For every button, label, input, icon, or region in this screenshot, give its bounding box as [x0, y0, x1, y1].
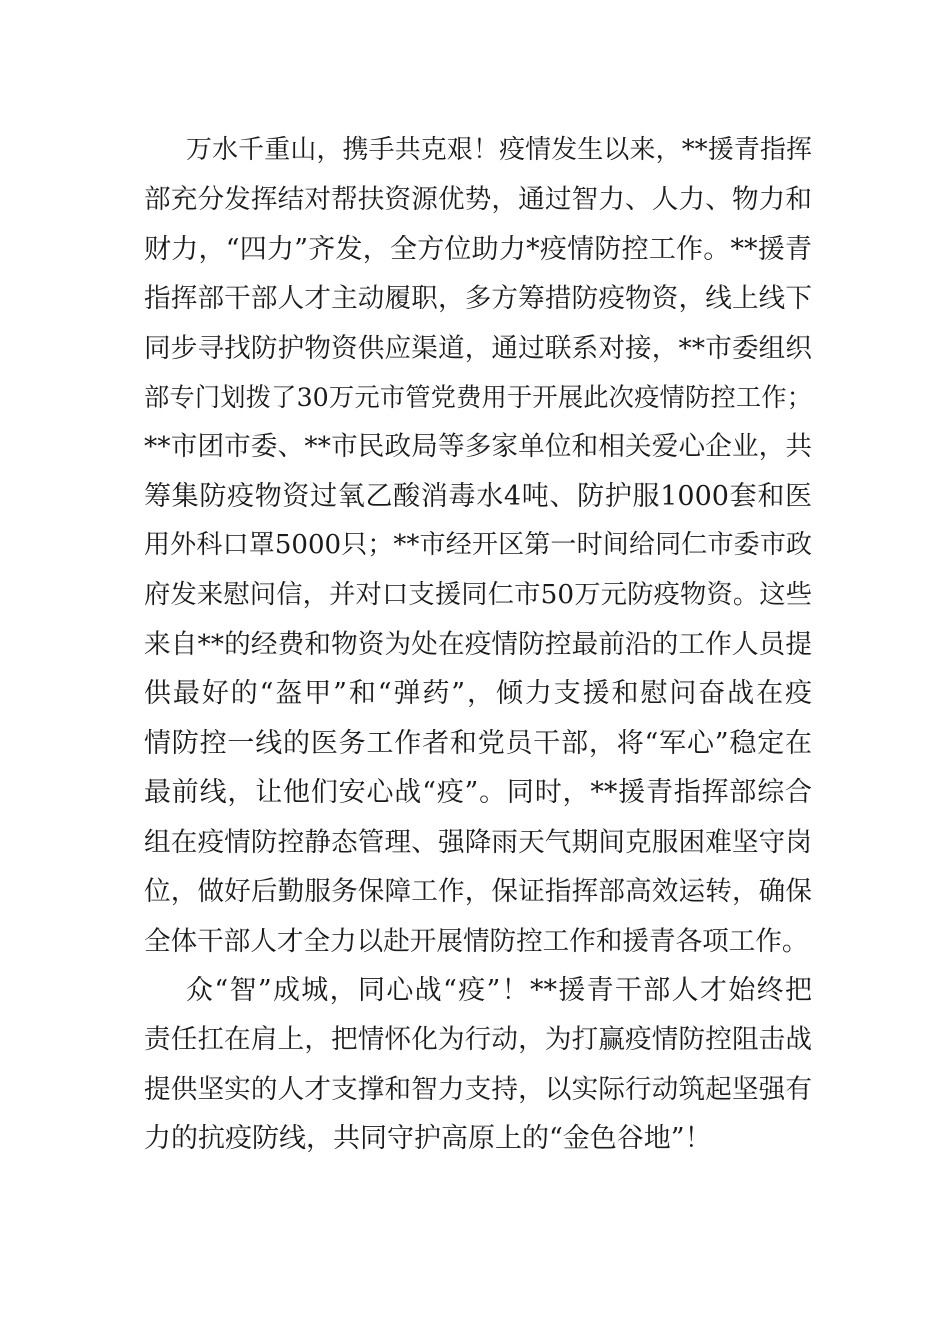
- paragraph-1: [144, 126, 812, 966]
- paragraph-line: 供最好的“盔甲”和“弹药”，倾力支援和慰问奋战在疫: [144, 678, 812, 710]
- paragraph-line: 责任扛在肩上，把情怀化为行动，为打赢疫情防控阻击战: [144, 1024, 812, 1056]
- paragraph-line: 部专门划拨了30万元市管党费用于开展此次疫情防控工作；: [144, 383, 812, 413]
- paragraph-line: 府发来慰问信，并对口支援同仁市50万元防疫物资。这些: [144, 579, 812, 610]
- paragraph-line: **市团市委、**市民政局等多家单位和相关爱心企业，共: [144, 431, 812, 463]
- paragraph-line: 众“智”成城，同心战“疫”！**援青干部人才始终把: [186, 974, 812, 1006]
- paragraph-line: 最前线，让他们安心战“疫”。同时，**援青指挥部综合: [144, 777, 812, 809]
- paragraph-line: 同步寻找防护物资供应渠道，通过联系对接，**市委组织: [144, 332, 812, 364]
- paragraph-line: 财力，“四力”齐发，全方位助力*疫情防控工作。**援青: [144, 233, 812, 265]
- paragraph-2: [144, 966, 812, 1164]
- paragraph-line: 用外科口罩5000只；**市经开区第一时间给同仁市委市政: [144, 530, 812, 561]
- paragraph-line: 全体干部人才全力以赴开展情防控工作和援青各项工作。: [144, 925, 809, 957]
- paragraph-line: 部充分发挥结对帮扶资源优势，通过智力、人力、物力和: [144, 184, 812, 216]
- paragraph-line: 位，做好后勤服务保障工作，保证指挥部高效运转，确保: [144, 876, 812, 908]
- paragraph-line: 力的抗疫防线，共同守护高原上的“金色谷地”！: [144, 1123, 712, 1155]
- paragraph-line: 指挥部干部人才主动履职，多方筹措防疫物资，线上线下: [144, 283, 812, 315]
- paragraph-line: 组在疫情防控静态管理、强降雨天气期间克服困难坚守岗: [144, 826, 812, 858]
- paragraph-line: 提供坚实的人才支撑和智力支持，以实际行动筑起坚强有: [144, 1073, 812, 1105]
- paragraph-line: 万水千重山，携手共克艰！疫情发生以来，**援青指挥: [186, 135, 812, 165]
- paragraph-line: 来自**的经费和物资为处在疫情防控最前沿的工作人员提: [144, 629, 812, 661]
- paragraph-line: 筹集防疫物资过氧乙酸消毒水4吨、防护服1000套和医: [144, 480, 812, 512]
- document-body: [144, 126, 812, 1164]
- paragraph-line: 情防控一线的医务工作者和党员干部，将“军心”稳定在: [144, 727, 812, 759]
